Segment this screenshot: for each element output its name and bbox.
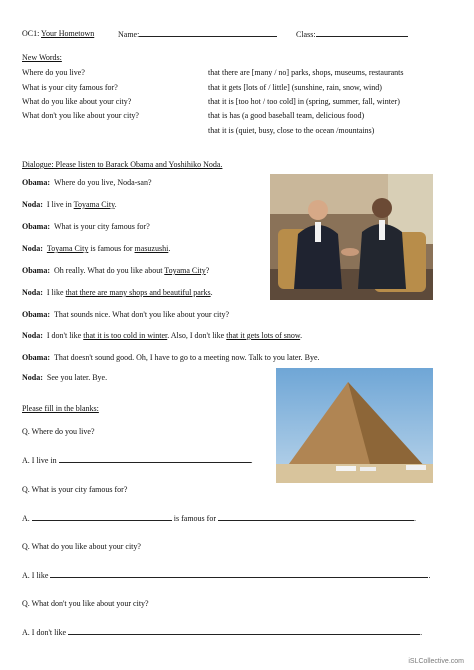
dialogue-underlined: masuzushi (134, 244, 169, 253)
dialogue-underlined: Toyama City (46, 244, 89, 253)
speaker-label: Noda: (22, 373, 43, 382)
blank-answer-mid: is famous for (173, 514, 216, 523)
answer-blank-1[interactable] (59, 455, 251, 463)
new-words-question-3: What do you like about your city? (22, 97, 132, 106)
blank-question-3: Q. What do you like about your city? (22, 542, 141, 551)
blank-question-4: Q. What don't you like about your city? (22, 599, 149, 608)
blank-answer-label: A. I live in (22, 456, 57, 465)
dialogue-text: . (168, 244, 171, 253)
dialogue-line (22, 353, 320, 363)
name-blank[interactable] (139, 29, 277, 37)
dialogue-line (22, 288, 213, 298)
speaker-label: Obama: (22, 353, 50, 362)
class-field[interactable] (296, 29, 408, 40)
pyramid-photo (276, 368, 433, 483)
blank-answer-2: A. is famous for . (22, 514, 416, 523)
dialogue-underlined: that there are many shops and beautiful parks (65, 288, 211, 297)
worksheet-topic: Your Hometown (41, 29, 95, 38)
new-words-question-2: What is your city famous for? (22, 83, 118, 92)
new-words-answer-1: that there are [many / no] parks, shops, museums, restaurants (208, 68, 404, 77)
blank-answer-4: A. I don't like . (22, 628, 423, 637)
dialogue-text: . Also, I don't like (167, 331, 227, 340)
dialogue-line (22, 373, 107, 383)
speaker-label: Obama: (22, 310, 50, 319)
speaker-label: Noda: (22, 200, 43, 209)
worksheet-header (22, 29, 94, 39)
dialogue-text: I don't like (46, 331, 84, 340)
dialogue-line (22, 331, 302, 341)
dialogue-text: That sounds nice. What don't you like about your city? (54, 310, 230, 319)
leaders-handshake-photo (270, 174, 433, 300)
speaker-label: Obama: (22, 266, 50, 275)
dialogue-line (22, 244, 170, 254)
speaker-label: Noda: (22, 288, 43, 297)
dialogue-text: Oh really. What do you like about (54, 266, 165, 275)
dialogue-text: is famous for (88, 244, 135, 253)
dialogue-text: Where do you live, Noda-san? (54, 178, 152, 187)
blank-answer-label: A. I like (22, 571, 49, 580)
class-blank[interactable] (316, 29, 408, 37)
dialogue-line (22, 310, 229, 320)
dialogue-line (22, 200, 117, 210)
new-words-answer-4: that is has (a good baseball team, delicious food) (208, 111, 365, 120)
new-words-question-1: Where do you live? (22, 68, 85, 77)
blank-answer-label: A. (22, 514, 30, 523)
blank-answer-3: A. I like . (22, 571, 431, 580)
dialogue-line (22, 222, 150, 232)
speaker-label: Obama: (22, 178, 50, 187)
dialogue-text: That doesn't sound good. Oh, I have to go to a meeting now. Talk to you later. Bye. (54, 353, 320, 362)
answer-blank-3[interactable] (50, 570, 428, 578)
speaker-label: Noda: (22, 244, 43, 253)
class-label: Class: (296, 30, 316, 39)
site-watermark: iSLCollective.com (408, 658, 464, 665)
answer-blank-4[interactable] (68, 627, 420, 635)
dialogue-text: . (114, 200, 117, 209)
dialogue-text: I live in (46, 200, 74, 209)
blank-question-1: Q. Where do you live? (22, 427, 95, 436)
handshake-illustration (270, 174, 433, 300)
new-words-answer-5: that it is (quiet, busy, close to the ocean /mountains) (208, 126, 375, 135)
answer-blank-2b[interactable] (218, 513, 414, 521)
dialogue-text: . (210, 288, 213, 297)
dialogue-text: See you later. Bye. (46, 373, 108, 382)
new-words-heading: New Words: (22, 53, 62, 62)
pyramid-illustration (276, 368, 433, 483)
dialogue-heading: Dialogue: Please listen to Barack Obama and Yoshihiko Noda. (22, 160, 223, 169)
name-label: Name: (118, 30, 140, 39)
dialogue-text: I like (46, 288, 66, 297)
dialogue-line (22, 178, 152, 188)
dialogue-text: . (300, 331, 303, 340)
answer-blank-2a[interactable] (32, 513, 172, 521)
blank-question-2: Q. What is your city famous for? (22, 485, 128, 494)
new-words-question-4: What don't you like about your city? (22, 111, 139, 120)
dialogue-text: What is your city famous for? (54, 222, 150, 231)
dialogue-underlined: that it is too cold in winter (83, 331, 168, 340)
worksheet-code: OC1: (22, 29, 40, 38)
blank-answer-1: A. I live in . (22, 456, 253, 465)
dialogue-underlined: that it gets lots of snow (226, 331, 301, 340)
speaker-label: Noda: (22, 331, 43, 340)
new-words-answer-3: that it is [too hot / too cold] in (spring, summer, fall, winter) (208, 97, 400, 106)
blanks-heading: Please fill in the blanks: (22, 404, 99, 413)
dialogue-underlined: Toyama City (164, 266, 206, 275)
blank-answer-label: A. I don't like (22, 628, 67, 637)
dialogue-line (22, 266, 209, 276)
name-field[interactable] (118, 29, 277, 40)
new-words-answer-2: that it gets [lots of / little] (sunshine, rain, snow, wind) (208, 83, 382, 92)
dialogue-underlined: Toyama City (73, 200, 115, 209)
dialogue-text: ? (205, 266, 210, 275)
speaker-label: Obama: (22, 222, 50, 231)
